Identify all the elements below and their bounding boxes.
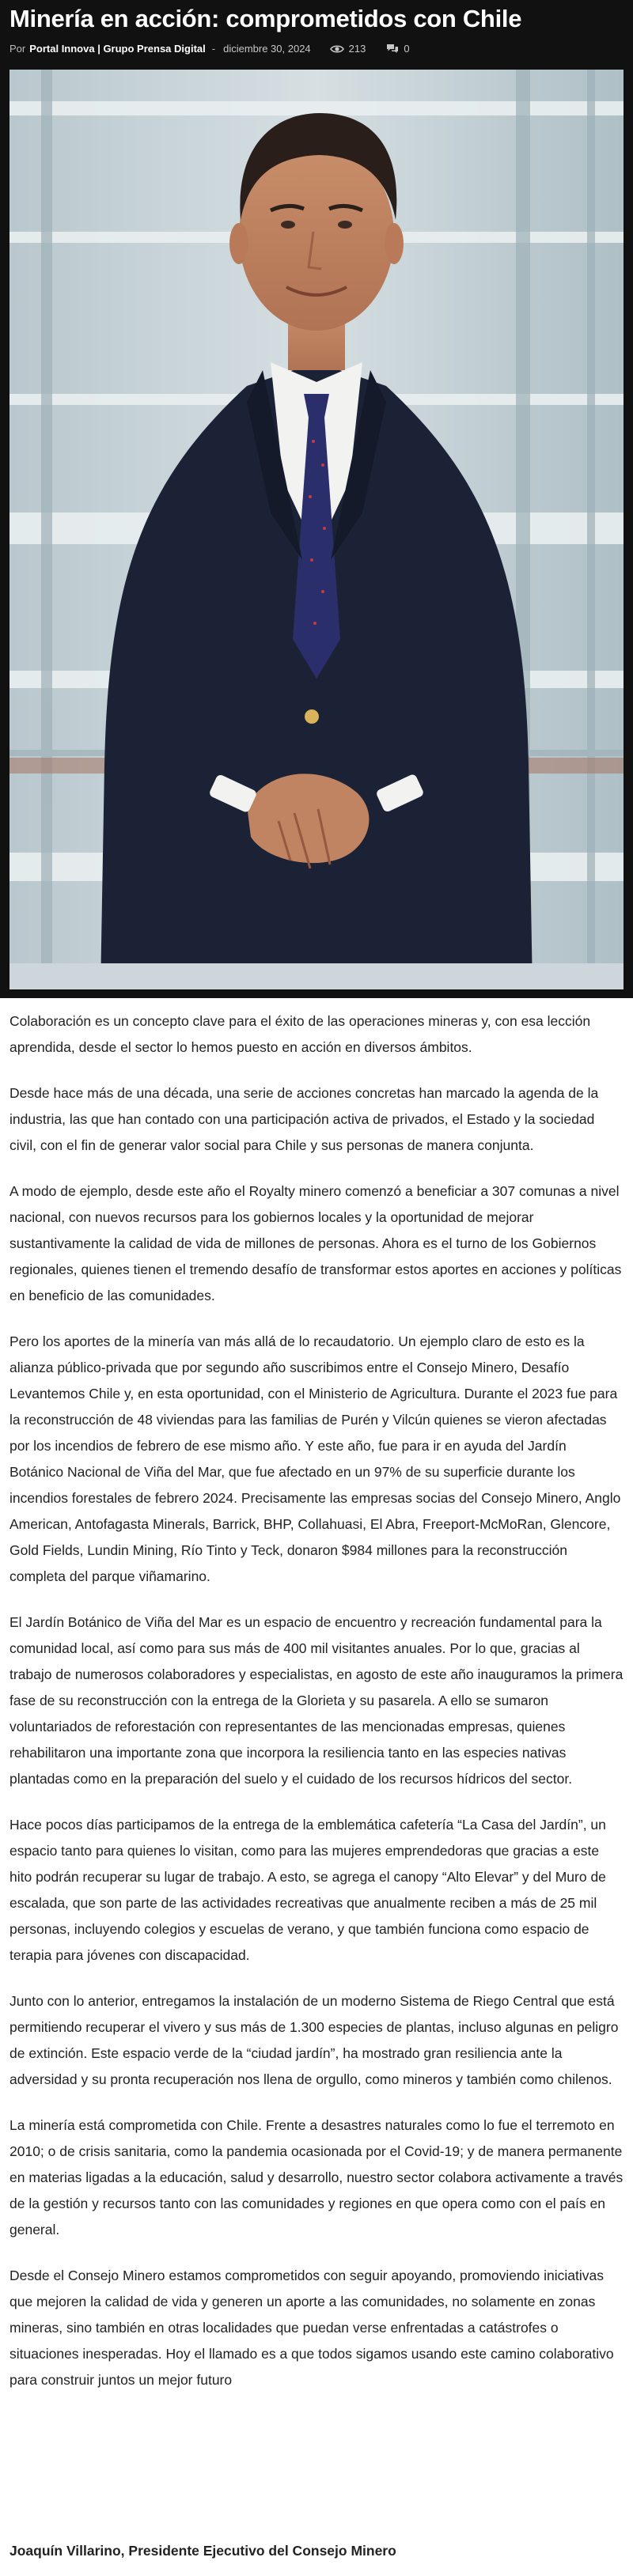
portrait-photo bbox=[9, 70, 624, 989]
paragraph: El Jardín Botánico de Viña del Mar es un espacio de encuentro y recreación fundamental para la comunidad local, así como para sus más de 400 mil visitantes anuales. Por lo que, gracias al trabajo de numerosos colaboradores y especialistas, en agosto de este año inauguramos la primera fase de su reconstrucción con la entrega de la Glorieta y su pasarela. A ello se sumaron voluntariados de reforestación con representantes de las mencionadas empresas, quienes rehabilitaron una importante zona que incorpora la resiliencia tanto en las especies nativas plantadas como en la preparación del suelo y el cuidado de los recursos hídricos del sector. bbox=[9, 1614, 624, 1787]
author-link[interactable]: Portal Innova | Grupo Prensa Digital bbox=[29, 43, 206, 55]
article-signature: Joaquín Villarino, Presidente Ejecutivo del Consejo Minero bbox=[9, 2543, 396, 2559]
by-label: Por bbox=[9, 43, 26, 55]
featured-image bbox=[9, 70, 624, 989]
paragraph: Pero los aportes de la minería van más allá de lo recaudatorio. Un ejemplo claro de esto es la alianza público-privada que por segundo año suscribimos entre el Consejo Minero, Desafío Levantemos Chile y, en esta oportunidad, con el Ministerio de Agricultura. Durante el 2023 fue para la reconstrucción de 48 viviendas para las familias de Purén y Vilcún quienes se vieron afectadas por los incendios de febrero de ese mismo año. Y este año, fue para ir en ayuda del Jardín Botánico Nacional de Viña del Mar, que fue afectado en un 97% de su superficie durante los incendios forestales de febrero 2024. Precisamente las empresas socias del Consejo Minero, Anglo American, Antofagasta Minerals, Barrick, BHP, Collahuasi, El Abra, Freeport-McMoRan, Glencore, Gold Fields, Lundin Mining, Río Tinto y Teck, donaron $984 millones para la reconstrucción completa del parque viñamarino. bbox=[9, 1333, 621, 1584]
views-counter bbox=[330, 43, 366, 55]
article-title: Minería en acción: comprometidos con Chile bbox=[9, 5, 522, 32]
paragraph: Desde hace más de una década, una serie de acciones concretas han marcado la agenda de la industria, las que han contado con una participación activa de privados, el Estado y la sociedad civil, con el fin de generar valor social para Chile y sus personas de manera conjunta. bbox=[9, 1085, 599, 1153]
paragraph: A modo de ejemplo, desde este año el Royalty minero comenzó a beneficiar a 307 comunas a nivel nacional, con nuevos recursos para los gobiernos locales y la oportunidad de mejorar sustantivamente la calidad de vida de millones de personas. Ahora es el turno de los Gobiernos regionales, quienes tienen el tremendo desafío de transformar estos aportes en acciones y políticas en beneficio de las comunidades. bbox=[9, 1183, 622, 1303]
article-meta bbox=[9, 43, 410, 55]
paragraph: Desde el Consejo Minero estamos comprometidos con seguir apoyando, promoviendo iniciativas que mejoren la calidad de vida y generen un aporte a las comunidades, no solamente en zonas mineras, sino también en otras localidades que puedan verse enfrentadas a catástrofes o situaciones inesperadas. Hoy el llamado es a que todos sigamos usando este camino colaborativo para construir juntos un mejor futuro bbox=[9, 2268, 614, 2388]
publish-date: diciembre 30, 2024 bbox=[223, 43, 311, 55]
comments-icon bbox=[386, 44, 399, 54]
comments-counter[interactable] bbox=[386, 43, 409, 55]
paragraph: Hace pocos días participamos de la entrega de la emblemática cafetería “La Casa del Jardín”, un espacio tanto para quienes lo visitan, como para las mujeres emprendedoras que gracias a este hito podrán recuperar su lugar de trabajo. A esto, se agrega el canopy “Alto Elevar” y del Muro de escalada, que son parte de las actividades recreativas que anualmente reciben a más de 25 mil personas, incluyendo colegios y escuelas de verano, y que también funciona como espacio de terapia para jóvenes con discapacidad. bbox=[9, 1817, 606, 1963]
paragraph: Junto con lo anterior, entregamos la instalación de un moderno Sistema de Riego Central que está permitiendo recuperar el vivero y sus más de 1.300 especies de plantas, incluso algunas en peligro de extinción. Este espacio verde de la “ciudad jardín”, ha mostrado gran resiliencia ante la adversidad y su pronta recuperación nos llena de orgullo, como mineros y también como chilenos. bbox=[9, 1993, 619, 2087]
article-body bbox=[0, 998, 633, 2413]
paragraph: Colaboración es un concepto clave para el éxito de las operaciones mineras y, con esa lección aprendida, desde el sector lo hemos puesto en acción en diversos ámbitos. bbox=[9, 1013, 591, 1055]
paragraph: La minería está comprometida con Chile. Frente a desastres naturales como lo fue el terremoto en 2010; o de crisis sanitaria, como la pandemia ocasionada por el Covid-19; y de manera permanente en materias ligadas a la educación, salud y desarrollo, nuestro sector colabora activamente a través de la gestión y recursos tanto con las comunidades y regiones en que opera como con el país en general. bbox=[9, 2117, 624, 2237]
article-header bbox=[0, 0, 633, 998]
comments-count: 0 bbox=[404, 43, 410, 55]
meta-separator: - bbox=[211, 43, 216, 55]
views-count: 213 bbox=[348, 43, 366, 55]
eye-icon bbox=[330, 44, 344, 54]
